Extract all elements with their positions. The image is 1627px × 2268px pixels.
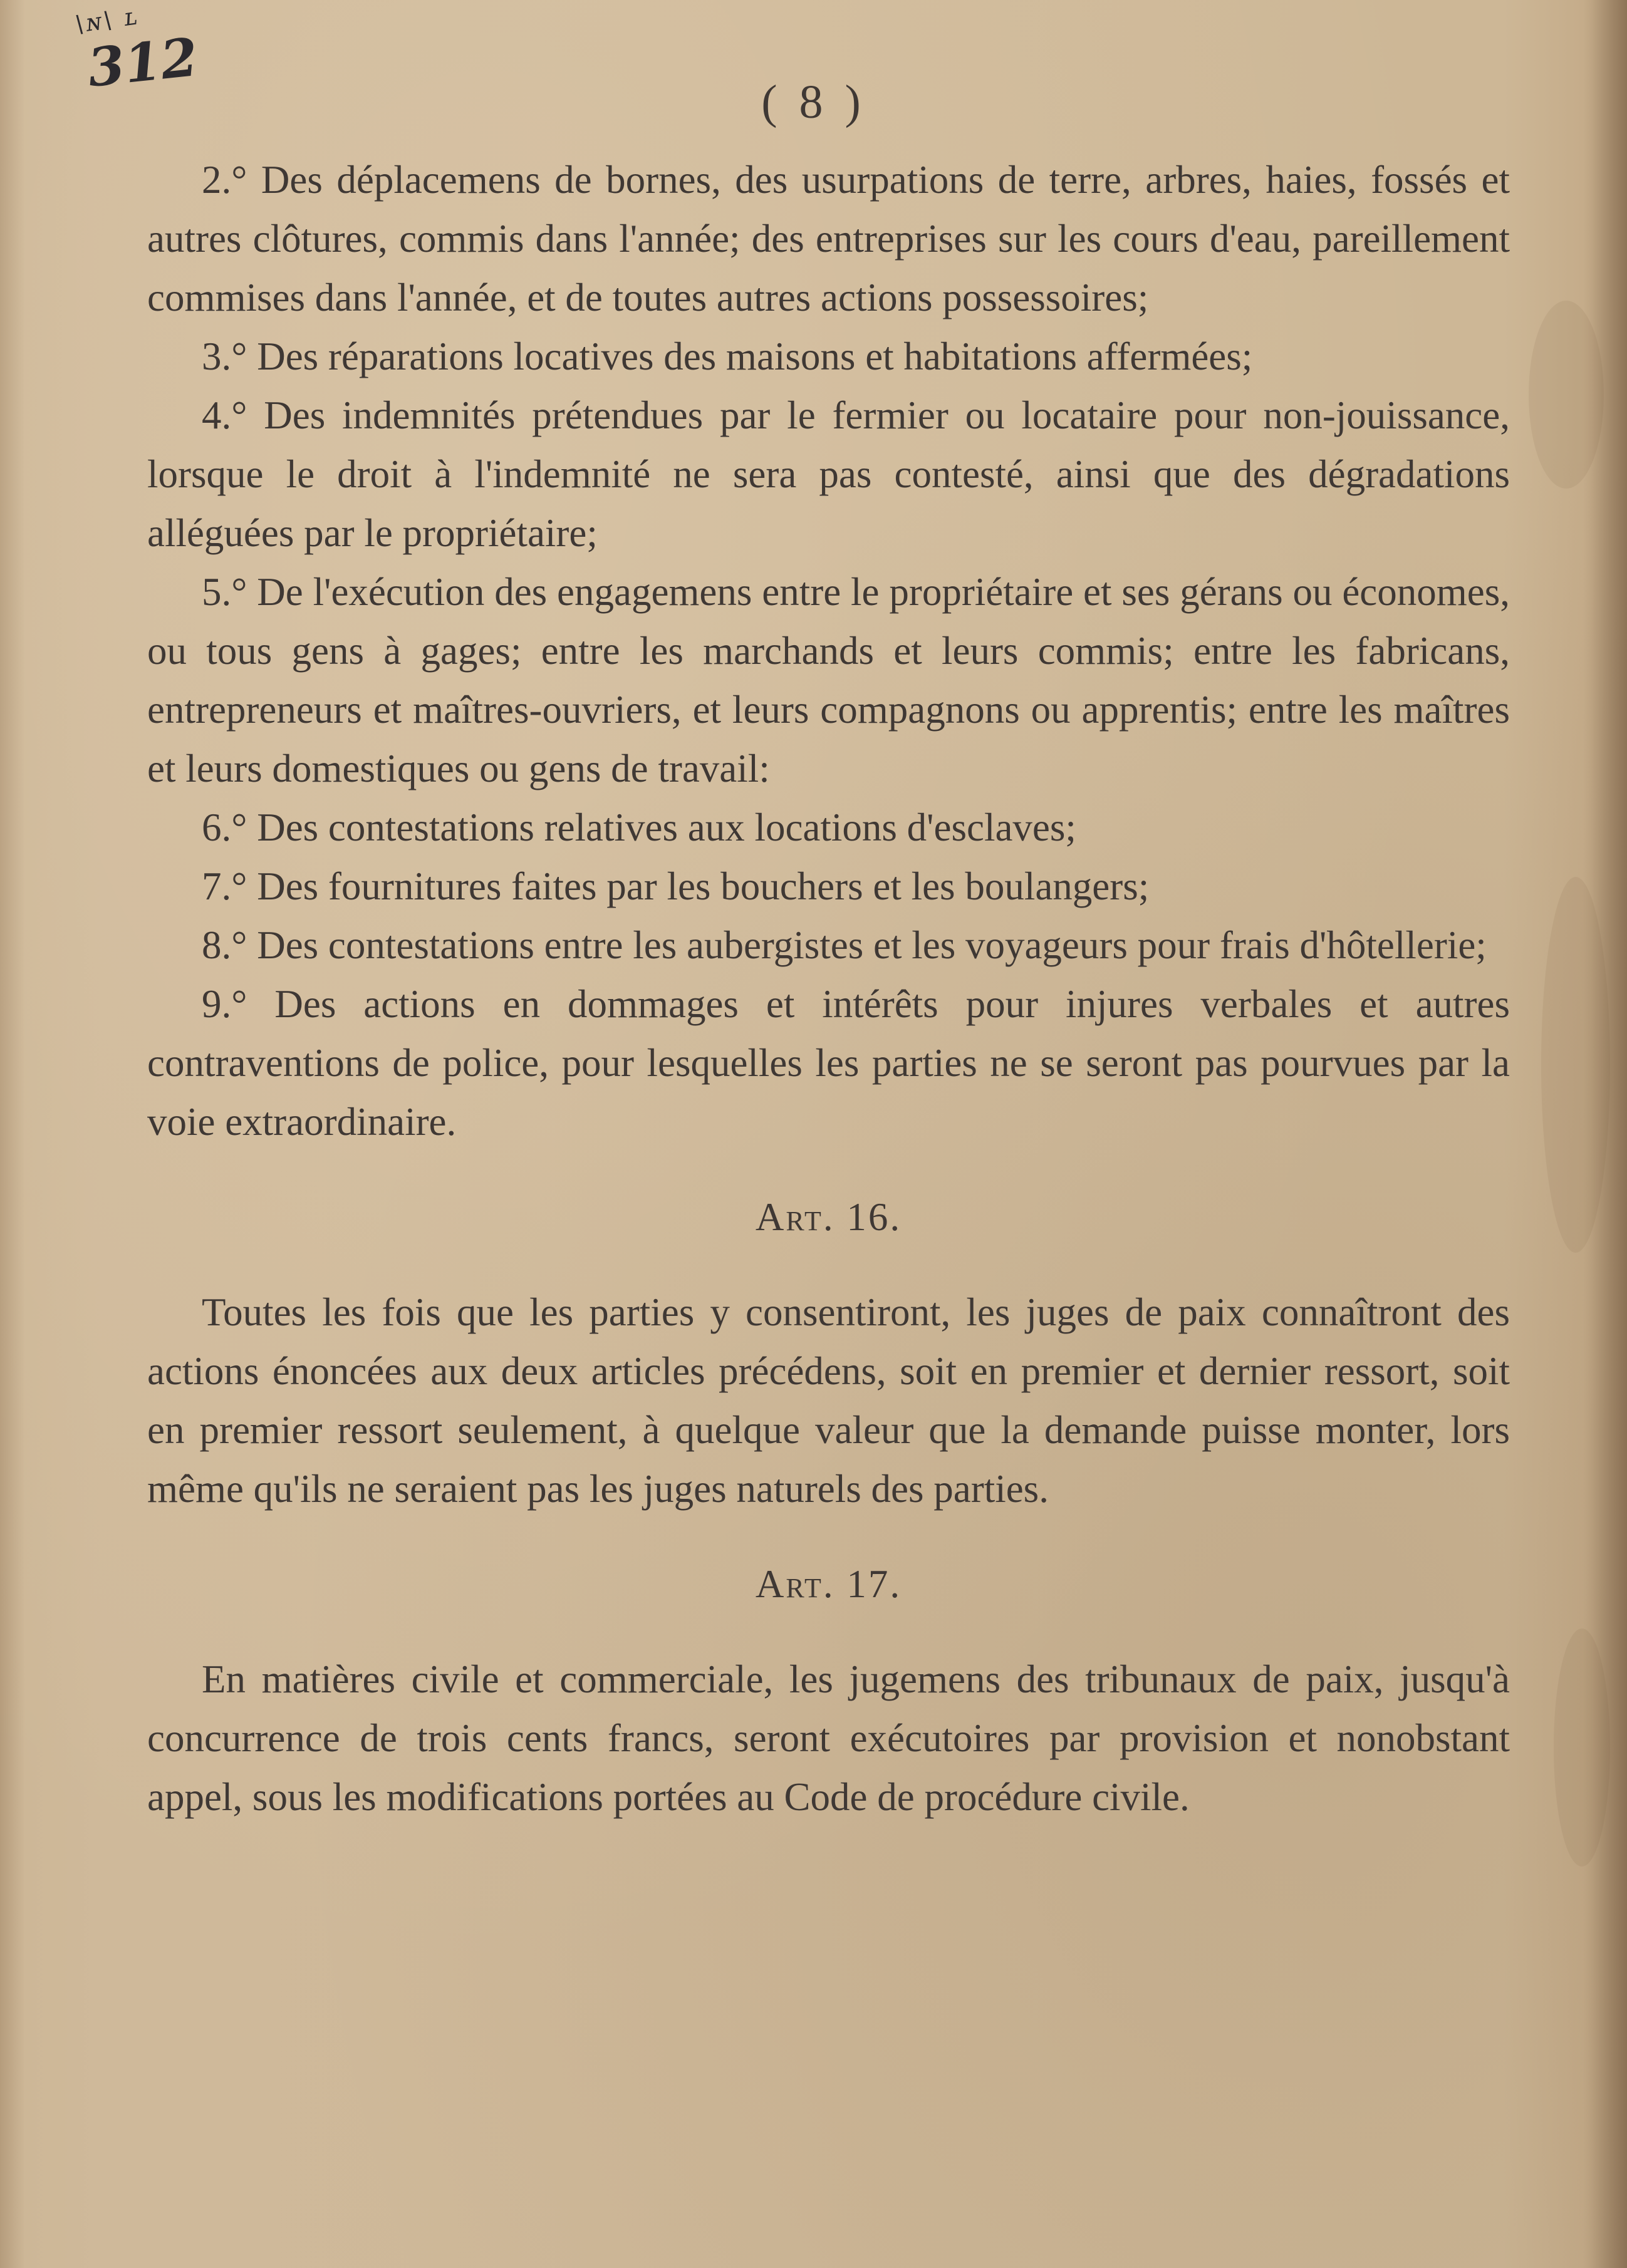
list-item: 9.° Des actions en dommages et intérêts pour injures verbales et autres contraventions de police, pour lesquelles les parties ne se seront pas pourvues par la voie extraordinaire.: [147, 982, 1510, 1144]
list-item: 3.° Des réparations locatives des maisons et habitations affermées;: [202, 334, 1253, 378]
article-paragraph: En matières civile et commerciale, les jugemens des tribunaux de paix, jusqu'à concurrence de trois cents francs, seront exécutoires par provision et nonobstant appel, sous les modifications portées au Code de procédure civile.: [147, 1657, 1510, 1819]
handwritten-scribble: \ɴ\ ʟ: [73, 2, 142, 38]
article-heading: Art. 16.: [755, 1195, 902, 1239]
list-item: 4.° Des indemnités prétendues par le fermier ou locataire pour non-jouissance, lorsque le droit à l'indemnité ne sera pas contesté, ainsi que des dégradations alléguées par le propriétaire;: [147, 393, 1510, 555]
article-heading: Art. 17.: [755, 1562, 902, 1606]
binding-edge-shadow: [1583, 0, 1627, 2268]
page-body: [147, 150, 1510, 1826]
list-item: 5.° De l'exécution des engagemens entre le propriétaire et ses gérans ou économes, ou tous gens à gages; entre les marchands et leurs commis; entre les fabricans, entrepreneurs et maîtres-ouvriers, et leurs compagnons ou apprentis; entre les maîtres et leurs domestiques ou gens de travail:: [147, 570, 1510, 790]
handwritten-folio-number: 312: [85, 26, 201, 99]
list-item: 6.° Des contestations relatives aux locations d'esclaves;: [202, 805, 1076, 849]
list-item: 7.° Des fournitures faites par les bouchers et les boulangers;: [202, 864, 1150, 908]
list-item: 8.° Des contestations entre les aubergistes et les voyageurs pour frais d'hôtellerie;: [202, 923, 1487, 967]
page-number: ( 8 ): [761, 76, 866, 128]
list-item: 2.° Des déplacemens de bornes, des usurpations de terre, arbres, haies, fossés et autres clôtures, commis dans l'année; des entreprises sur les cours d'eau, pareillement commises dans l'année, et de toutes autres actions possessoires;: [147, 158, 1510, 319]
article-paragraph: Toutes les fois que les parties y consentiront, les juges de paix connaîtront des actions énoncées aux deux articles précédens, soit en premier et dernier ressort, soit en premier ressort seulement, à quelque valeur que la demande puisse monter, lors même qu'ils ne seraient pas les juges naturels des parties.: [147, 1290, 1510, 1511]
